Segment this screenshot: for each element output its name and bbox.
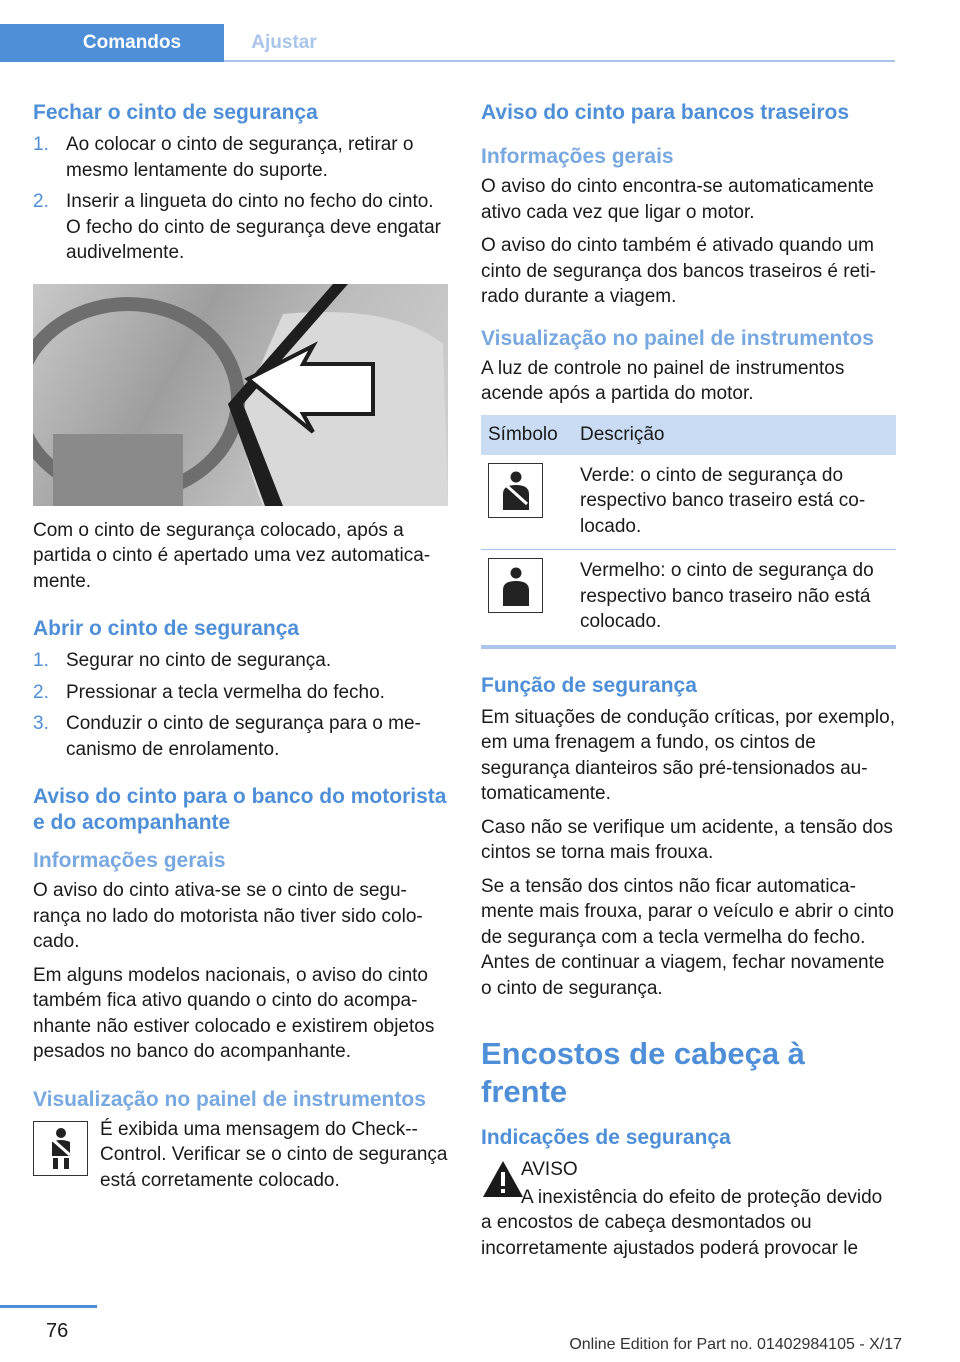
warning-text: A inexistência do efeito de proteção devido a encostos de cabeça desmontados ou incorretamente ajustados poderá provocar le <box>481 1186 883 1259</box>
table-header-symbol: Símbolo <box>481 415 573 455</box>
fasten-title: Fechar o cinto de segurança <box>33 101 318 124</box>
open-title: Abrir o cinto de segurança <box>33 617 300 640</box>
headrest-title: Encostos de cabeça à frente <box>481 1036 805 1109</box>
seatbelt-unfastened-icon <box>488 558 543 613</box>
rear-info-title: Informações gerais <box>481 145 674 168</box>
row-description: Verde: o cinto de segurança do respectivo banco traseiro está colocado. <box>573 455 896 550</box>
seatbelt-photo <box>33 284 448 506</box>
driver-info-title: Informações gerais <box>33 849 226 872</box>
warning-triangle-icon <box>481 1159 525 1199</box>
warning-block <box>481 1157 896 1261</box>
tab-ajustar[interactable]: Ajustar <box>251 32 317 53</box>
rear-display-text: A luz de controle no painel de instrumentos acende após a partida do motor. <box>481 357 845 404</box>
rear-display-title: Visualização no painel de instrumentos <box>481 326 874 350</box>
footer-rule <box>0 1305 97 1308</box>
display-title: Visualização no painel de instrumentos <box>33 1087 426 1111</box>
safety-paragraph-1: Em situações de condução críticas, por exemplo, em uma frenagem a fundo, os cintos de segurança dianteiros são pré-tensionados automaticamente. <box>481 706 895 804</box>
driver-paragraph-2: Em alguns modelos nacionais, o aviso do cinto também fica ativo quando o cinto do acompanhante não estiver colocado e existirem objetos pesados no banco do acompanhante. <box>33 964 435 1062</box>
table-row <box>481 550 896 647</box>
safety-paragraph-2: Caso não se verifique um acidente, a tensão dos cintos se torna mais frouxa. <box>481 816 893 863</box>
safety-paragraph-3: Se a tensão dos cintos não ficar automaticamente mais frouxa, parar o veículo e abrir o cinto de segurança com a tecla vermelha do fecho. Antes de continuar a viagem, fechar novamente o cinto de segurança. <box>481 875 894 999</box>
rear-paragraph-2: O aviso do cinto também é ativado quando um cinto de segurança dos bancos traseiros é retirado durante a viagem. <box>481 235 876 307</box>
display-text: É exibida uma mensagem do Check-Control. Verificar se o cinto de segurança está corretamente colocado. <box>100 1118 448 1191</box>
list-item: 2. Pressionar a tecla vermelha do fecho. <box>33 681 385 703</box>
page-number: 76 <box>46 1320 69 1342</box>
check-control-row <box>33 1117 448 1207</box>
tab-comandos[interactable]: Comandos <box>0 24 224 62</box>
list-item: 2. Inserir a lingueta do cinto no fecho do cinto. O fecho do cinto de segurança deve engatar audivelmente. <box>33 191 441 263</box>
seatbelt-warning-icon <box>33 1121 88 1176</box>
list-item: 1. Ao colocar o cinto de segurança, retirar o mesmo lentamente do suporte. <box>33 134 414 181</box>
table-header-description: Descrição <box>573 415 896 455</box>
tab-divider <box>224 60 895 62</box>
headrest-safety-title: Indicações de segurança <box>481 1126 731 1149</box>
driver-warning-title: Aviso do cinto para o banco do motorista e do acompanhante <box>33 785 447 834</box>
after-photo-text: Com o cinto de segurança colocado, após a partida o cinto é apertado uma vez automaticamente. <box>33 519 431 592</box>
row-description: Vermelho: o cinto de segurança do respectivo banco traseiro não está colocado. <box>573 550 896 647</box>
driver-paragraph-1: O aviso do cinto ativa-se se o cinto de segurança no lado do motorista não tiver sido colocado. <box>33 880 423 952</box>
safety-title: Função de segurança <box>481 673 697 697</box>
rear-paragraph-1: O aviso do cinto encontra-se automaticamente ativo cada vez que ligar o motor. <box>481 176 874 223</box>
seatbelt-fastened-icon <box>488 463 543 518</box>
warning-label: AVISO <box>521 1159 578 1180</box>
table-row <box>481 455 896 550</box>
list-item: 3. Conduzir o cinto de segurança para o mecanismo de enrolamento. <box>33 713 421 760</box>
left-column <box>33 100 448 1207</box>
fasten-steps <box>33 132 448 266</box>
edition-text: Online Edition for Part no. 01402984105 - X/17 <box>569 1336 902 1353</box>
header-tabs <box>0 24 895 62</box>
right-column <box>481 100 896 1269</box>
open-steps <box>33 648 448 762</box>
rear-title: Aviso do cinto para bancos traseiros <box>481 101 849 124</box>
symbol-table <box>481 415 896 649</box>
list-item: 1. Segurar no cinto de segurança. <box>33 650 332 671</box>
